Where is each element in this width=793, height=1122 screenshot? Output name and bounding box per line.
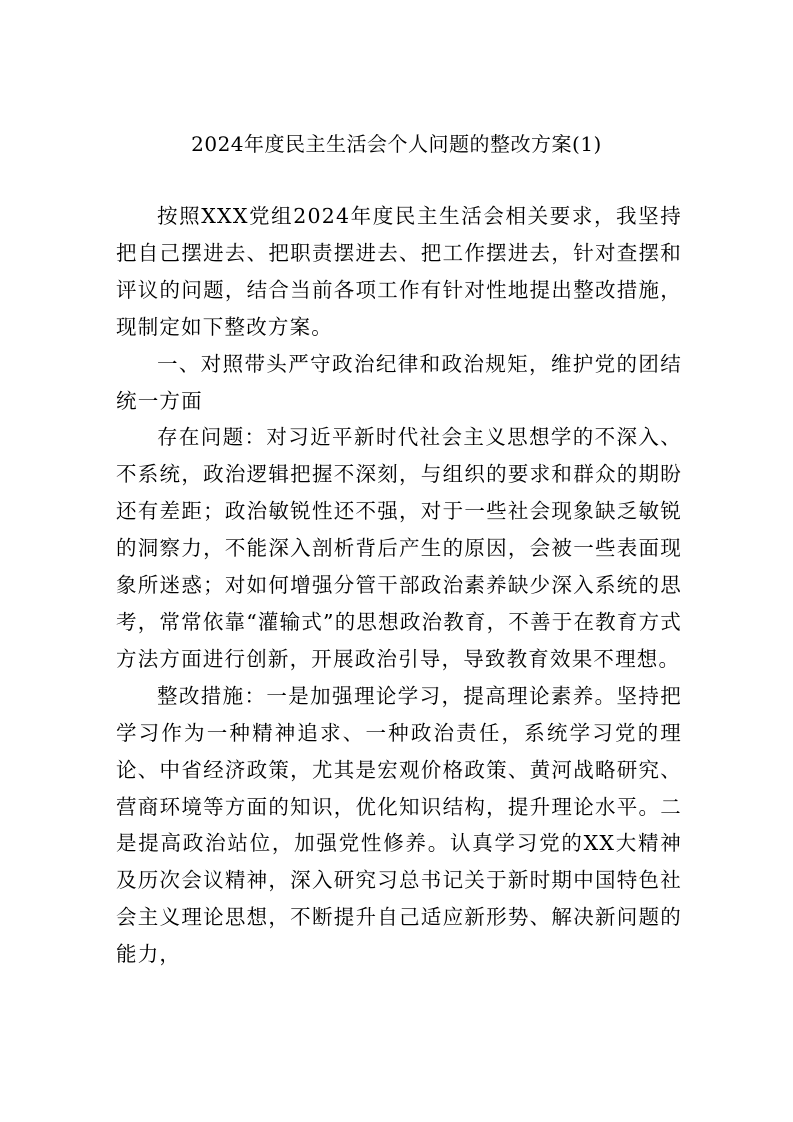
paragraph-measures: 整改措施：一是加强理论学习，提高理论素养。坚持把学习作为一种精神追求、一种政治责任，系统学习党的理论、中省经济政策，尤其是宏观价格政策、黄河战略研究、营商环境等方面的知识，优化知识结构，提升理论水平。二是提高政治站位，加强党性修养。认真学习党的XX大精神及历次会议精神，深入研究习总书记关于新时期中国特色社会主义理论思想，不断提升自己适应新形势、解决新问题的能力，	[116, 683, 682, 967]
paragraph-problems: 存在问题：对习近平新时代社会主义思想学的不深入、不系统，政治逻辑把握不深刻，与组织的要求和群众的期盼还有差距；政治敏锐性还不强，对于一些社会现象缺乏敏锐的洞察力，不能深入剖析背后产生的原因，会被一些表面现象所迷惑；对如何增强分管干部政治素养缺少深入系统的思考，常常依靠“灌输式”的思想政治教育，不善于在教育方式方法方面进行创新，开展政治引导，导致教育效果不理想。	[116, 425, 682, 671]
paragraph-intro: 按照XXX党组2024年度民主生活会相关要求，我坚持把自己摆进去、把职责摆进去、把工作摆进去，针对查摆和评议的问题，结合当前各项工作有针对性地提出整改措施，现制定如下整改方案。	[116, 204, 682, 339]
document-body	[116, 198, 682, 973]
document-title: 2024年度民主生活会个人问题的整改方案(1)	[191, 132, 602, 156]
section-heading-1: 一、对照带头严守政治纪律和政治规矩，维护党的团结统一方面	[116, 351, 682, 413]
